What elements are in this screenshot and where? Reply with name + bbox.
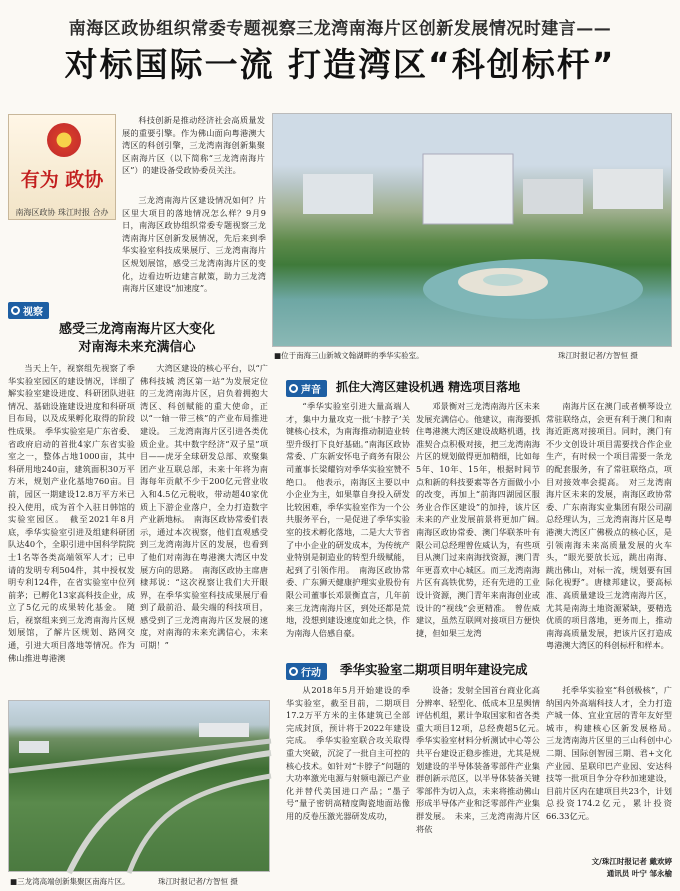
section-dot-icon xyxy=(11,306,20,315)
section3-title: 季华实验室二期项目明年建设完成 xyxy=(340,662,528,677)
byline-reporter: 文/珠江时报记者 戴欢婷 xyxy=(591,857,672,866)
photo1-credit: 珠江时报记者/方智恒 摄 xyxy=(558,351,638,360)
byline-correspondent: 通讯员 叶宁 邹永榆 xyxy=(606,869,672,878)
section2-column-1: “季华实验室引进大量高端人才，集中力量攻克一批‘卡脖子’关键核心技术，为南海推动制造业转型升级打下良好基础。”南海区政协常委、广东新安怀电子商务有限公司董事长梁耀钧对季华实验室赞不绝口。 他表示，南海区主要以中小企业为主，如果靠自身投入研发比较困难，季华实验室作为一个公共服务平台，一是促进了季华实验室的技术孵化落地，二是大大节省了中小企业的研发成本，为传统产业特别是制造业的转型升级赋能，起到了引领作用。 南海区政协常委、广东狮天健康护理实业股份有限公司董事长邓景衡直言，几年前来三龙湾南海片区，到处还都是荒地，没想到建设速度如此之快，作为南海人倍感自豪。 xyxy=(286,401,410,638)
section2-title: 抓住大湾区建设机遇 精选项目落地 xyxy=(336,380,521,394)
building-far-right xyxy=(593,169,663,209)
intro-paragraph-2 xyxy=(8,194,266,294)
section1-column-1: 当天上午，视察组先视察了季华实验室园区的建设情况，详细了解实验室建设进度、科研团队进驻情况、基础设施建设进度和科研项目布局，以及成果孵化取得的阶段性成果。 季华实验室是广东省委、省政府启动的首批4家广东省实验室之一，整体占地1000亩，其中科研用地240亩，建筑面积30万平方米，规划产业化基地760亩。目前，园区一期建设12.8万平方米已投入使用，成为首个入驻日韩馆的实验室园区。 截至2021年8月底，季华实验室引进及组建科研团队达40个，全职引进中国科学院院士1名等各类高端领军人才；已申请的发明专利504件，其中授权发明专利124件，在省实验室中位列前茅；已孵化13家高科技企业，成立了5亿元的成果转化基金。 随后，视察组来到三龙湾南海片区规划展馆，了解片区规划、路网交通，引进大项目落地等情况。作为佛山推进粤港澳 xyxy=(8,363,135,663)
section-dot-icon xyxy=(289,384,298,393)
section3-column-3: 托季华实验室“科创极核”，广纳国内外高端科技人才，全力打造产城一体、宜业宜居的青年友好型城市，构建核心区新发展格局。 三龙湾南海片区里的三山科创中心二期、国际创智园三期、君+文化产业园、星联印巴产业园、安达科技等一批项目争分夺秒加速建设，目前片区内在建项目共23个，计划总投资174.2亿元，累计投资66.33亿元。 xyxy=(546,685,680,821)
main-headline: 对标国际一流 打造湾区“科创标杆” xyxy=(64,45,616,84)
section1-title-line1: 感受三龙湾南海片区大变化 xyxy=(58,322,215,337)
section-tag-action xyxy=(286,663,327,680)
section-tag-inspection xyxy=(8,302,49,319)
section2-column-2: 邓景衡对三龙湾南海片区未来发展充满信心。他建议，南海要抓住粤港澳大湾区建设战略机遇，找准契合点积极对接，把三龙湾南海片区的规划做得更加精细，比如每5年、10年、15年，根据时间节点和新的科技要素等各方面做小小的改变，再加上“前海四湖园区服务业合作区建设”的加持，该片区未来的产业发展前景将更加广阔。 南海区政协常委、澳门华联茶叶有限公司总经理曾佐威认为，有些项目从澳门过来南海找资源，澳门青年更喜欢中心城区。而三龙湾南海片区有高铁优势，还有先进的工业设计资源，澳门青年来南海创业或设计的“视线”会更精准。 曾佐威建议，虽然互联网对接项目方便快捷，但如果三龙湾 xyxy=(416,401,549,638)
intro-p2-text: 三龙湾南海片区建设情况如何？片区里大项目的落地情况怎么样？9月9日，南海区政协组织常委专题视察三龙湾南海片区创新发展情况，先后来到季华实验室科技成果展厅、三龙湾南海片区规划展馆，感受三龙湾南海片区的变化，边看边听边建言献策，助力三龙湾南海片区建设“加速度”。 xyxy=(122,195,266,294)
logo-subtitle: 南海区政协 珠江时报 合办 xyxy=(15,208,109,217)
section-tag-label: 视察 xyxy=(23,307,43,318)
photo2-caption: ■三龙湾高端创新集聚区南海片区。 xyxy=(10,877,130,886)
section3-column-1: 从2018年5月开始建设的季华实验室，截至目前，二期项目17.2万平方米的主体建筑已全部完成封顶，预计将于2022年建设完成。 季华实验室联合攻关取得重大突破，沉淀了一批自主可控的核心技术。如针对“卡脖子”问题的大功率激光电源与射频电源已产业化并替代美国进口产品；“墨子号”量子密钥高精度陶瓷地面站像用的反卷压激光器研发成功， xyxy=(286,685,410,821)
building-center xyxy=(423,154,513,224)
photo2-credit: 珠江时报记者/方智恒 摄 xyxy=(158,877,238,886)
photo-sanlongwan-aerial xyxy=(8,700,270,872)
fountain xyxy=(483,274,523,286)
section-tag-label: 行动 xyxy=(301,668,321,679)
section1-title-line2: 对南海未来充满信心 xyxy=(78,340,196,355)
photo1-caption: ■位于南海三山新城文翰湖畔的季华实验室。 xyxy=(274,351,424,360)
building-cluster-2 xyxy=(199,723,249,737)
section3-column-2: 设备；发射全国首台商业化高分辨率、轻型化、低成本卫星舆情评估机组，累计争取国家和省各类重大项目12项，总经费超5亿元。 季华实验室材料分析测试中心等公共平台建设正稳步推进，尤其是规划建设的半导体装备零部件产业集群创新示范区，以半导体装备关键零部件为切入点，未来将推动佛山形成半导体产业和泛零部件产业集群发展。 未来，三龙湾南海片区将依 xyxy=(416,685,549,834)
section1-column-2: 大湾区建设的核心平台，以“广佛科技城 湾区第一站”为发展定位的三龙湾南海片区，启负着拥抱大湾区、科创赋能的重大使命，正以“一轴一带三核”的产业布局推进建设。 三龙湾南海片区引进各类优质企业。其中数字经济“双子星”项目——虎牙全球研发总部、欢聚集团产业互联总部，未来十年将为南海每年贡献不少于200亿元营业收入和4.5亿元税收，带动超40家优质上下游企业落户，全力打造数字产业新地标。 南海区政协常委们表示，通过本次视察，他们直观感受到三龙湾南海片区的发展，也看到了他们对南海在粤港澳大湾区中发展方向的思路。 南海区政协主席唐棣邦说：“这次视察让我们大开眼界，在季华实验室科技成果展厅看到了最前沿、最尖端的科技项目，感受到了三龙湾南海片区发展的速度，对南海的未来充满信心，未来可期！” xyxy=(140,363,268,651)
section2-column-3: 南海片区在澳门或者横琴设立常驻联络点，会更有利于澳门和南海近距离对接项目。同时，澳门有不少文创设计项目需要找合作企业生产，有时候一个项目需要一条龙的配套服务，有了常驻联络点，项目对接效率会提高。 对三龙湾南海片区未来的发展，南海区政协常委、广东南海实业集团有限公司副总经理认为，三龙湾南海片区是粤港澳大湾区广佛极点的核心区，是引领南海未来高质量发展的火车头，“眼光要放长远，跳出南海、跳出佛山，对标一流，规划要有国际化视野”。唐棣邦建议，要高标准、高质量建设三龙湾南海片区，尤其是南海土地资源紧缺，要精选优质的项目落地，更务而上，推动南海高质量发展，把该片区打造成粤港澳大湾区的科创标杆和样本。 xyxy=(546,401,672,651)
kicker-headline: 南海区政协组织常委专题视察三龙湾南海片区创新发展情况时建言—— xyxy=(68,19,612,39)
building-right xyxy=(523,179,583,214)
aerial-illustration xyxy=(9,701,271,873)
section-dot-icon xyxy=(289,667,298,676)
section3-byline xyxy=(546,856,672,880)
section-tag-voice xyxy=(286,380,327,397)
cppcc-emblem-icon xyxy=(47,123,81,157)
highway-3 xyxy=(129,776,271,873)
building-cluster-1 xyxy=(19,741,49,753)
lab-aerial-illustration xyxy=(273,114,673,348)
logo-title: 有为 政协 xyxy=(20,169,104,191)
building-left xyxy=(303,174,373,214)
section-tag-label: 声音 xyxy=(301,385,321,396)
photo-jihua-laboratory xyxy=(272,113,672,347)
intro-paragraph-1: 科技创新是推动经济社会高质量发展的重要引擎。作为佛山面向粤港澳大湾区的科创引擎，三龙湾南海创新集聚区南海片区（以下简称“三龙湾南海片区”）的建设备受政协委员关注。 xyxy=(122,115,265,176)
